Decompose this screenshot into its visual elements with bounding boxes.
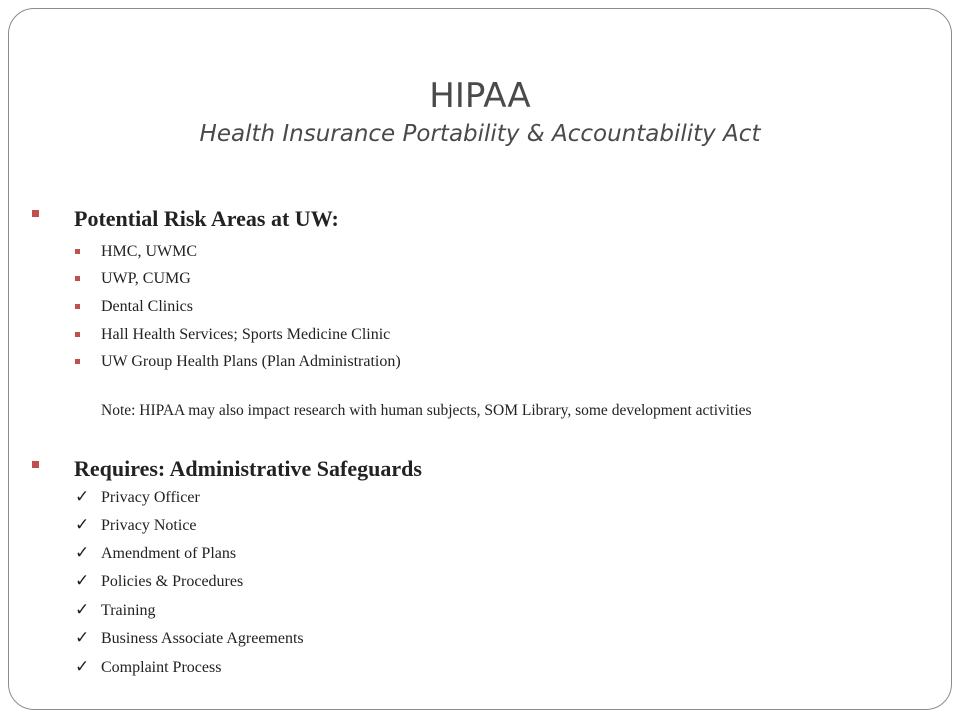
list-item: Privacy Notice — [101, 517, 197, 534]
section-heading-risk-areas: Potential Risk Areas at UW: — [74, 206, 339, 231]
checkmark-icon: ✓ — [75, 487, 90, 507]
list-item: Hall Health Services; Sports Medicine Clinic — [101, 326, 391, 343]
square-bullet-icon — [75, 276, 80, 281]
checkmark-icon: ✓ — [75, 515, 90, 535]
list-item: Policies & Procedures — [101, 573, 244, 590]
list-item: Business Associate Agreements — [101, 630, 304, 647]
square-bullet-icon — [32, 210, 39, 217]
section-heading-safeguards: Requires: Administrative Safeguards — [74, 456, 422, 481]
list-item: Privacy Officer — [101, 489, 200, 506]
list-item: Amendment of Plans — [101, 545, 237, 562]
square-bullet-icon — [75, 359, 80, 364]
checkmark-icon: ✓ — [75, 571, 90, 591]
checkmark-icon: ✓ — [75, 628, 90, 648]
list-item: Complaint Process — [101, 659, 222, 676]
square-bullet-icon — [75, 332, 80, 337]
checkmark-icon: ✓ — [75, 543, 90, 563]
list-item: Dental Clinics — [101, 298, 193, 315]
slide-subtitle: Health Insurance Portability & Accountability Act — [199, 121, 761, 147]
list-item: UW Group Health Plans (Plan Administration) — [101, 353, 401, 370]
list-item: UWP, CUMG — [101, 270, 191, 287]
square-bullet-icon — [32, 461, 39, 468]
slide-title: HIPAA — [429, 76, 531, 116]
square-bullet-icon — [75, 304, 80, 309]
note-text: Note: HIPAA may also impact research with human subjects, SOM Library, some development activities — [101, 402, 752, 419]
list-item: Training — [101, 602, 156, 619]
list-item: HMC, UWMC — [101, 243, 198, 260]
checkmark-icon: ✓ — [75, 657, 90, 677]
checkmark-icon: ✓ — [75, 600, 90, 620]
square-bullet-icon — [75, 249, 80, 254]
